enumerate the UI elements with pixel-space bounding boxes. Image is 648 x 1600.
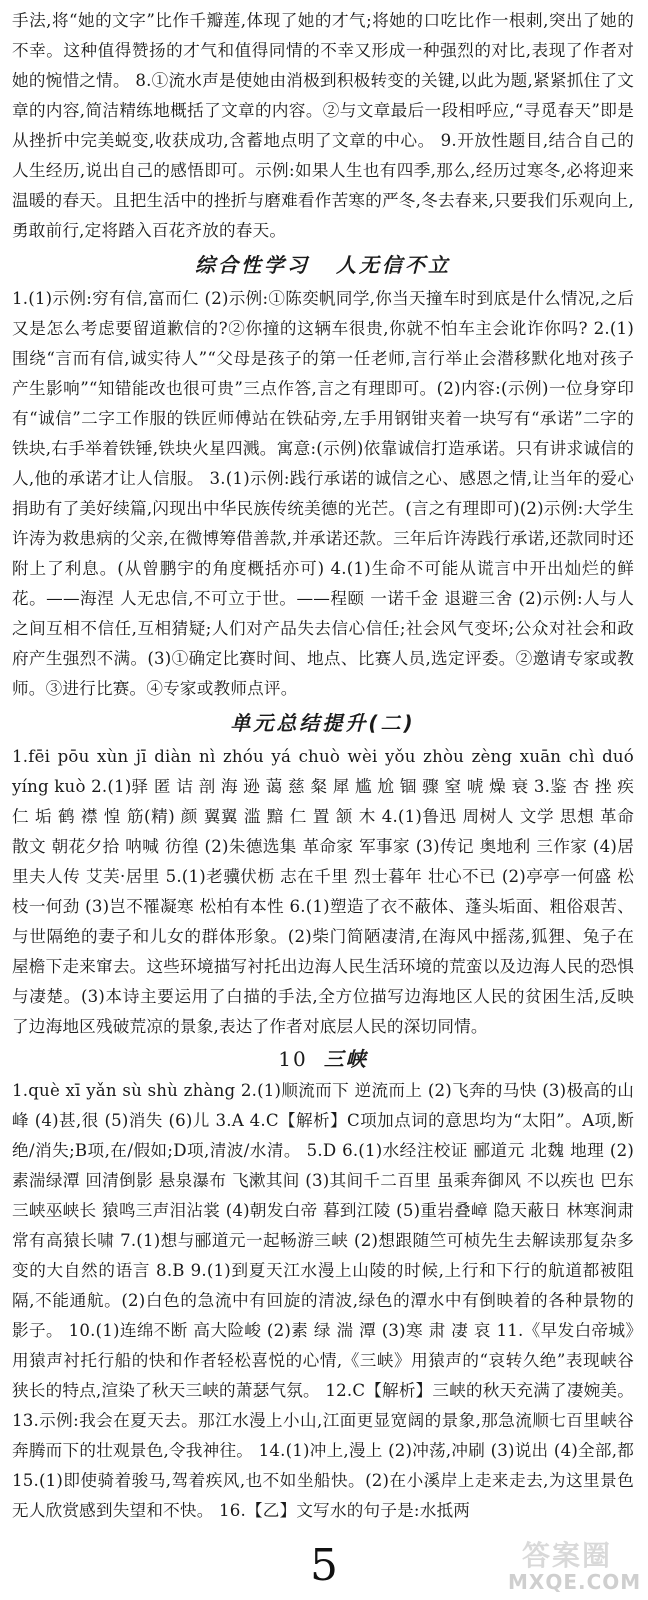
- lesson-heading: [12, 1042, 634, 1076]
- watermark-url: MXQE.COM: [508, 1570, 642, 1594]
- answer-paragraph: 手法,将“她的文字”比作千瓣莲,体现了她的才气;将她的口吃比作一根刺,突出了她的不幸。这种值得赞扬的才气和值得同情的不幸又形成一种强烈的对比,表现了作者对她的惋惜之情。 8.①流水声是使她由消极到积极转变的关键,以此为题,紧紧抓住了文章的内容,简洁精练地概括了文章的内容。②与文章最后一段相呼应,“寻觅春天”即是从挫折中完美蜕变,收获成功,含蓄地点明了文章的中心。 9.开放性题目,结合自己的人生经历,说出自己的感悟即可。示例:如果人生也有四季,那么,经历过寒冬,必将迎来温暖的春天。且把生活中的挫折与磨难看作苦寒的严冬,冬去春来,只要我们乐观向上,勇敢前行,定将踏入百花齐放的春天。: [12, 11, 634, 240]
- site-watermark: [502, 1532, 642, 1596]
- section-heading: [12, 706, 634, 740]
- section-heading-part: 单元总结提升(二): [230, 711, 416, 735]
- answer-content: [12, 6, 634, 1526]
- lesson-number: 10: [278, 1047, 308, 1071]
- page-number: 5: [310, 1540, 338, 1591]
- lesson-title: 三峡: [323, 1047, 368, 1071]
- section-heading-part: 综合性学习: [195, 253, 310, 277]
- answer-paragraph: 1.(1)示例:穷有信,富而仁 (2)示例:①陈奕帆同学,你当天撞车时到底是什么情况,之后又是怎么考虑要留道歉信的?②你撞的这辆车很贵,你就不怕车主会讹诈你吗? 2.(1)围绕“言而有信,诚实待人”“父母是孩子的第一任老师,言行举止会潜移默化地对孩子产生影响”“知错能改也很可贵”三点作答,言之有理即可。(2)内容:(示例)一位身穿印有“诚信”二字工作服的铁匠师傅站在铁砧旁,左手用钢钳夹着一块写有“承诺”二字的铁块,右手举着铁锤,铁块火星四溅。寓意:(示例)依靠诚信打造承诺。只有讲求诚信的人,他的承诺才让人信服。 3.(1)示例:践行承诺的诚信之心、感恩之情,让当年的爱心捐助有了美好续篇,闪现出中华民族传统美德的光芒。(言之有理即可)(2)示例:大学生许涛为救患病的父亲,在微博筹借善款,并承诺还款。三年后许涛践行承诺,还款同时还附上了利息。(从曾鹏宇的角度概括亦可) 4.(1)生命不可能从谎言中开出灿烂的鲜花。——海涅 人无忠信,不可立于世。——程颐 一诺千金 退避三舍 (2)示例:人与人之间互相不信任,互相猜疑;人们对产品失去信心信任;社会风气变坏;公众对社会和政府产生强烈不满。(3)①确定比赛时间、地点、比赛人员,选定评委。②邀请专家或教师。③进行比赛。④专家或教师点评。: [12, 289, 634, 698]
- section-heading-part: 人无信不立: [336, 253, 451, 277]
- watermark-title: 答案圈: [522, 1539, 613, 1572]
- answer-paragraph: 1.què xī yǎn sù shù zhàng 2.(1)顺流而下 逆流而上 (2)飞奔的马快 (3)极高的山峰 (4)甚,很 (5)消失 (6)儿 3.A 4.C【解析】C项加点词的意思均为“太阳”。A项,断绝/消失;B项,在/假如;D项,清波/水清。 5.D 6.(1)水经注校证 郦道元 北魏 地理 (2)素湍绿潭 回清倒影 悬泉瀑布 飞漱其间 (3)其间千二百里 虽乘奔御风 不以疾也 巴东三峡巫峡长 猿鸣三声泪沾裳 (4)朝发白帝 暮到江陵 (5)重岩叠嶂 隐天蔽日 林寒涧肃 常有高猿长啸 7.(1)想与郦道元一起畅游三峡 (2)想跟随竺可桢先生去解读那复杂多变的大自然的语言 8.B 9.(1)到夏天江水漫上山陵的时候,上行和下行的航道都被阻隔,不能通航。(2)白色的急流中有回旋的清波,绿色的潭水中有倒映着的各种景物的影子。 10.(1)连绵不断 高大险峻 (2)素 绿 湍 潭 (3)寒 肃 凄 哀 11.《早发白帝城》用猿声衬托行船的快和作者轻松喜悦的心情,《三峡》用猿声的“哀转久绝”表现峡谷狭长的特点,渲染了秋天三峡的萧瑟气氛。 12.C【解析】三峡的秋天充满了凄婉美。 13.示例:我会在夏天去。那江水漫上小山,江面更显宽阔的景象,那急流顺七百里峡谷奔腾而下的壮观景色,令我神往。 14.(1)冲上,漫上 (2)冲荡,冲刷 (3)说出 (4)全部,都 15.(1)即使骑着骏马,驾着疾风,也不如坐船快。(2)在小溪岸上走来走去,为这里景色无人欣赏感到失望和不快。 16.【乙】文写水的句子是:水抵两: [12, 1081, 634, 1520]
- section-heading: [12, 248, 634, 282]
- answer-paragraph: 1.fēi pōu xùn jī diàn nì zhóu yá chuò wèi yǒu zhòu zèng xuān chì duó yíng kuò 2.(1)驿 匿 诘 剖 海 逊 蔼 慈 粲 犀 尴 尬 锢 骤 窒 唬 燥 衰 3.鉴 杏 挫 疾 仁 垢 鹤 襟 惶 筋(精) 颜 翼翼 滥 黯 仁 置 颔 木 4.(1)鲁迅 周树人 文学 思想 革命 散文 朝花夕拾 呐喊 彷徨 (2)朱德选集 革命家 军事家 (3)传记 奥地利 三作家 (4)居里夫人传 艾芙·居里 5.(1)老骥伏枥 志在千里 烈士暮年 壮心不已 (2)亭亭一何盛 松枝一何劲 (3)岂不罹凝寒 松柏有本性 6.(1)塑造了衣不蔽体、蓬头垢面、粗俗艰苦、与世隔绝的妻子和儿女的群体形象。(2)柴门简陋凄清,在海风中摇荡,狐狸、兔子在屋檐下走来窜去。这些环境描写衬托出边海人民生活环境的荒蛮以及边海人民的恐惧与凄楚。(3)本诗主要运用了白描的手法,全方位描写边海地区人民的贫困生活,反映了边海地区残破荒凉的景象,表达了作者对底层人民的深切同情。: [12, 747, 634, 1036]
